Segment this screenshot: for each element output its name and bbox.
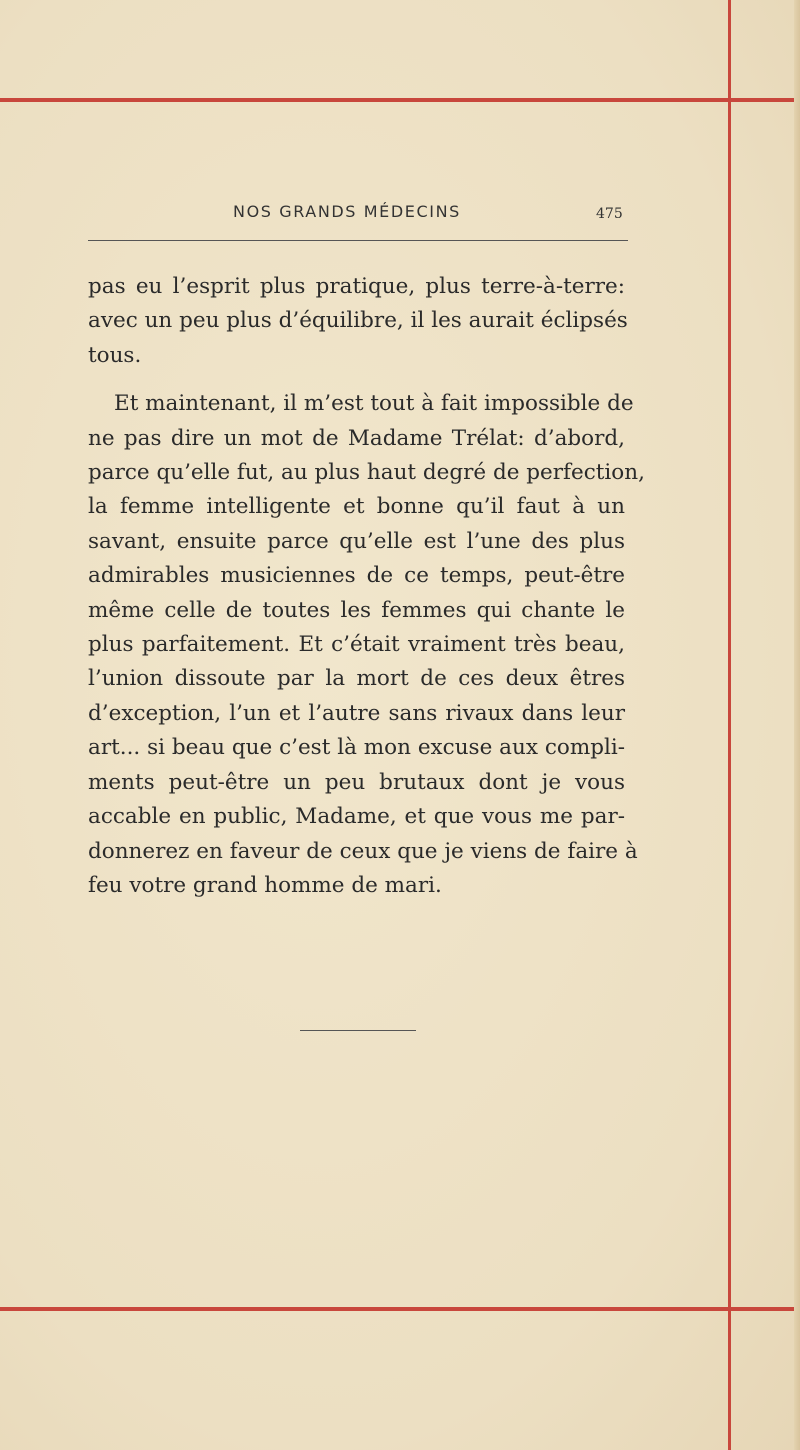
running-title: NOS GRANDS MÉDECINS <box>233 202 461 221</box>
red-rule-bottom <box>0 1307 800 1311</box>
body-text <box>88 270 645 903</box>
text-line: ments peut-être un peu brutaux dont je vous <box>88 769 625 795</box>
paragraph <box>88 270 628 373</box>
text-line: pas eu l’esprit plus pratique, plus terre-à-terre: <box>88 274 625 299</box>
text-line: accable en public, Madame, et que vous me par- <box>88 804 625 830</box>
text-line: tous. <box>88 342 142 368</box>
text-line: d’exception, l’un et l’autre sans rivaux dans leur <box>88 700 625 726</box>
text-line: admirables musiciennes de ce temps, peut-être <box>88 563 625 589</box>
running-header <box>88 200 630 230</box>
page-edge <box>794 0 800 1450</box>
text-line: même celle de toutes les femmes qui chante le <box>88 597 625 623</box>
text-line: savant, ensuite parce qu’elle est l’une des plus <box>88 528 625 554</box>
text-line: plus parfaitement. Et c’était vraiment très beau, <box>88 632 625 658</box>
red-rule-vertical <box>728 0 731 1450</box>
header-rule <box>88 240 628 241</box>
text-line: donnerez en faveur de ceux que je viens de faire à <box>88 838 638 864</box>
text-line: parce qu’elle fut, au plus haut degré de perfection, <box>88 460 645 486</box>
text-line: avec un peu plus d’équilibre, il les aurait éclipsés <box>88 308 628 334</box>
paragraph <box>88 387 645 903</box>
text-line: la femme intelligente et bonne qu’il faut à un <box>88 494 625 520</box>
text-line: l’union dissoute par la mort de ces deux êtres <box>88 666 625 692</box>
red-rule-top <box>0 98 800 102</box>
end-rule <box>300 1030 416 1031</box>
text-line: art... si beau que c’est là mon excuse aux compli- <box>88 735 625 761</box>
text-line: ne pas dire un mot de Madame Trélat: d’abord, <box>88 425 625 451</box>
text-line: feu votre grand homme de mari. <box>88 872 442 898</box>
text-line: Et maintenant, il m’est tout à fait impossible de <box>114 391 634 417</box>
page-number: 475 <box>596 206 623 222</box>
